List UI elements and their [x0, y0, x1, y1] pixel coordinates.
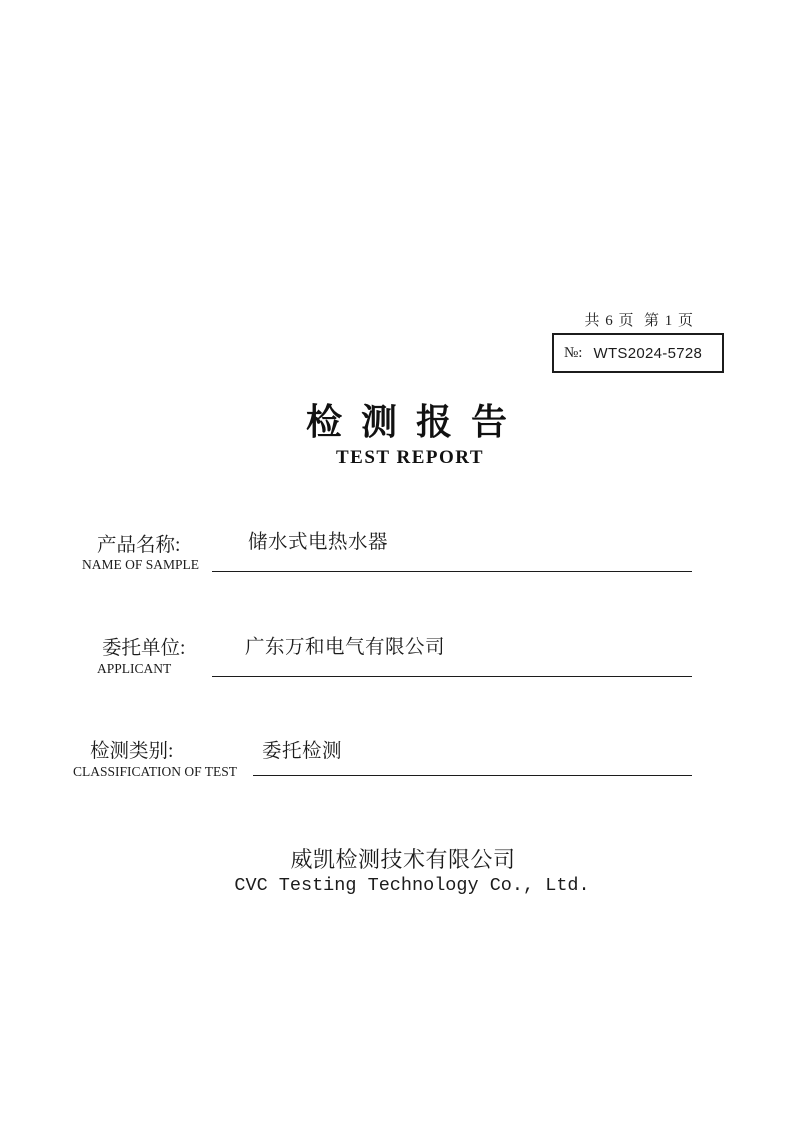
report-number-box [552, 333, 724, 373]
company-name-zh: 威凯检测技术有限公司 [290, 847, 516, 872]
field-label-en-name-of-sample: NAME OF SAMPLE [82, 557, 200, 572]
field-value-applicant: 广东万和电气有限公司 [245, 637, 446, 658]
field-underline-applicant [212, 676, 692, 677]
report-title-en: TEST REPORT [336, 447, 484, 468]
field-underline-name-of-sample [212, 571, 692, 572]
page-count-text: 共 6 页 第 1 页 [584, 313, 694, 329]
report-number-label: №: [564, 344, 583, 361]
field-value-classification: 委托检测 [262, 741, 343, 762]
company-name-en: CVC Testing Technology Co., Ltd. [234, 875, 590, 896]
field-label-zh-applicant: 委托单位: [102, 638, 186, 659]
field-value-name-of-sample: 储水式电热水器 [248, 532, 389, 553]
field-label-zh-classification: 检测类别: [90, 741, 174, 762]
field-label-zh-name-of-sample: 产品名称: [97, 535, 181, 556]
field-underline-classification [253, 775, 692, 776]
report-number-value: WTS2024-5728 [593, 344, 703, 362]
report-title-zh: 检 测 报 告 [305, 402, 513, 442]
field-label-en-classification: CLASSIFICATION OF TEST [73, 764, 238, 779]
field-label-en-applicant: APPLICANT [97, 661, 172, 676]
